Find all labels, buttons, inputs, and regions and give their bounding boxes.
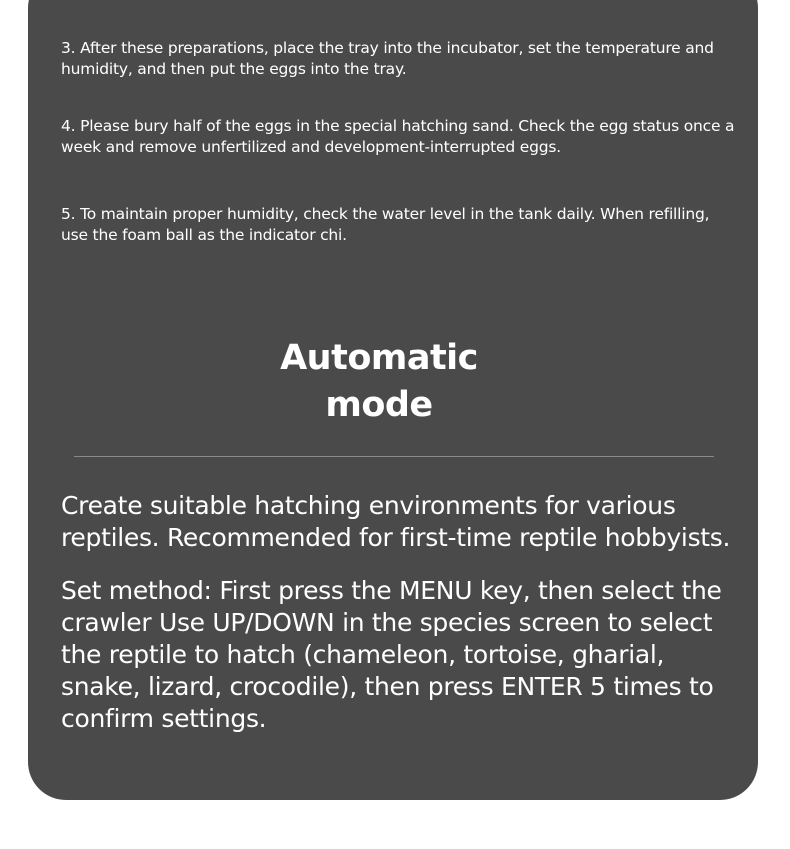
step-3-text: 3. After these preparations, place the tray into the incubator, set the temperature and humidity, and then put the eggs into the tray. bbox=[61, 39, 714, 78]
automatic-mode-heading bbox=[28, 335, 730, 429]
instruction-panel bbox=[28, 0, 758, 800]
step-5-text: 5. To maintain proper humidity, check the water level in the tank daily. When refilling, use the foam ball as the indicator chi. bbox=[61, 205, 710, 244]
section-divider bbox=[74, 456, 714, 457]
step-4-text: 4. Please bury half of the eggs in the special hatching sand. Check the egg status once a week and remove unfertilized and development-interrupted eggs. bbox=[61, 117, 735, 156]
set-method-text: Set method: First press the MENU key, then select the crawler Use UP/DOWN in the species screen to select the reptile to hatch (chameleon, tortoise, gharial, snake, lizard, crocodile), then press ENTER 5 times to confirm settings. bbox=[61, 576, 722, 733]
heading-line-2: mode bbox=[325, 385, 433, 425]
mode-description: Create suitable hatching environments for various reptiles. Recommended for first-time reptile hobbyists. bbox=[61, 491, 731, 552]
heading-line-1: Automatic bbox=[280, 338, 478, 378]
